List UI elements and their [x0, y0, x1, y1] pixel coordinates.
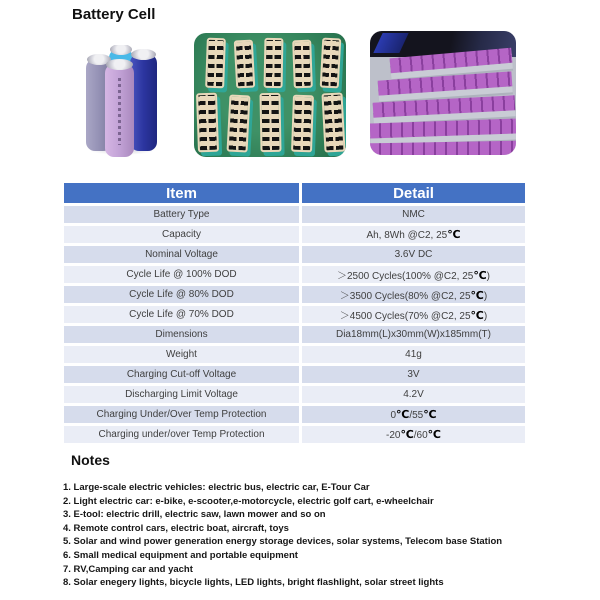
- cell-row: [370, 118, 516, 138]
- detail-cell: NMC: [302, 206, 525, 223]
- battery-pack-strip: [320, 38, 342, 89]
- spec-table: [61, 180, 528, 446]
- battery-pack-strip: [205, 38, 226, 89]
- detail-cell: ＞4500 Cycles(70% @C2, 25℃): [302, 306, 525, 323]
- battery-cell-lilac: [105, 64, 134, 157]
- detail-cell: ＞3500 Cycles(80% @C2, 25℃): [302, 286, 525, 303]
- table-row: [64, 226, 525, 243]
- item-cell: Cycle Life @ 80% DOD: [64, 286, 299, 303]
- detail-cell: Dia18mm(L)x30mm(W)x185mm(T): [302, 326, 525, 343]
- battery-pack-strip: [292, 40, 313, 89]
- table-row: [64, 286, 525, 303]
- battery-pack-strip: [196, 93, 219, 153]
- battery-pack-strip: [227, 94, 251, 152]
- table-row: [64, 346, 525, 363]
- table-row: [64, 206, 525, 223]
- table-row: [64, 326, 525, 343]
- battery-production-photo: [370, 31, 516, 155]
- table-row: [64, 306, 525, 323]
- spec-table-body: [64, 206, 525, 443]
- note-line: 6. Small medical equipment and portable equipment: [63, 549, 298, 561]
- notes-list: [63, 481, 563, 590]
- detail-cell: 3.6V DC: [302, 246, 525, 263]
- battery-cell-blue: [130, 54, 157, 151]
- detail-cell: 41g: [302, 346, 525, 363]
- note-line: 3. E-tool: electric drill, electric saw, lawn mower and so on: [63, 509, 326, 521]
- note-line: 4. Remote control cars, electric boat, aircraft, toys: [63, 522, 289, 534]
- detail-cell: 4.2V: [302, 386, 525, 403]
- item-cell: Charging under/over Temp Protection: [64, 426, 299, 443]
- cell-label-print: [118, 78, 121, 145]
- item-cell: Cycle Life @ 100% DOD: [64, 266, 299, 283]
- cell-row: [373, 95, 516, 117]
- table-row: [64, 426, 525, 443]
- table-row: [64, 246, 525, 263]
- page-title: Battery Cell: [72, 6, 156, 23]
- table-row: [64, 266, 525, 283]
- item-cell: Discharging Limit Voltage: [64, 386, 299, 403]
- detail-cell: ＞2500 Cycles(100% @C2, 25℃): [302, 266, 525, 283]
- note-line: 1. Large-scale electric vehicles: electric bus, electric car, E-Tour Car: [63, 482, 370, 493]
- detail-header: Detail: [302, 183, 525, 203]
- item-header: Item: [64, 183, 299, 203]
- detail-cell: 3V: [302, 366, 525, 383]
- cell-row: [370, 141, 516, 155]
- note-line: 2. Light electric car: e-bike, e-scooter,e-motorcycle, electric golf cart, e-wheelchair: [63, 495, 434, 507]
- table-row: [64, 386, 525, 403]
- item-cell: Cycle Life @ 70% DOD: [64, 306, 299, 323]
- item-cell: Weight: [64, 346, 299, 363]
- battery-pack-strip: [234, 40, 255, 89]
- item-cell: Charging Under/Over Temp Protection: [64, 406, 299, 423]
- item-cell: Dimensions: [64, 326, 299, 343]
- note-line: 7. RV,Camping car and yacht: [63, 563, 193, 575]
- battery-cells-photo: [85, 45, 160, 157]
- notes-heading: Notes: [71, 452, 110, 468]
- detail-cell: Ah, 8Wh @C2, 25℃: [302, 226, 525, 243]
- note-line: 5. Solar and wind power generation energy storage devices, solar systems, Telecom base Station: [63, 536, 503, 548]
- battery-pack-strip: [259, 93, 281, 152]
- cell-row: [378, 71, 513, 95]
- item-cell: Capacity: [64, 226, 299, 243]
- item-cell: Nominal Voltage: [64, 246, 299, 263]
- detail-cell: 0℃/55℃: [302, 406, 525, 423]
- battery-packs-photo: [194, 33, 346, 157]
- battery-pack-strip: [291, 95, 314, 153]
- item-cell: Charging Cut-off Voltage: [64, 366, 299, 383]
- battery-pack-strip: [321, 92, 345, 152]
- table-row: [64, 366, 525, 383]
- table-row: [64, 406, 525, 423]
- detail-cell: -20℃/60℃: [302, 426, 525, 443]
- item-cell: Battery Type: [64, 206, 299, 223]
- note-line: 8. Solar enegery lights, bicycle lights, LED lights, bright flashlight, solar street lights: [63, 577, 444, 589]
- battery-pack-strip: [264, 38, 284, 88]
- table-header-row: [64, 183, 525, 203]
